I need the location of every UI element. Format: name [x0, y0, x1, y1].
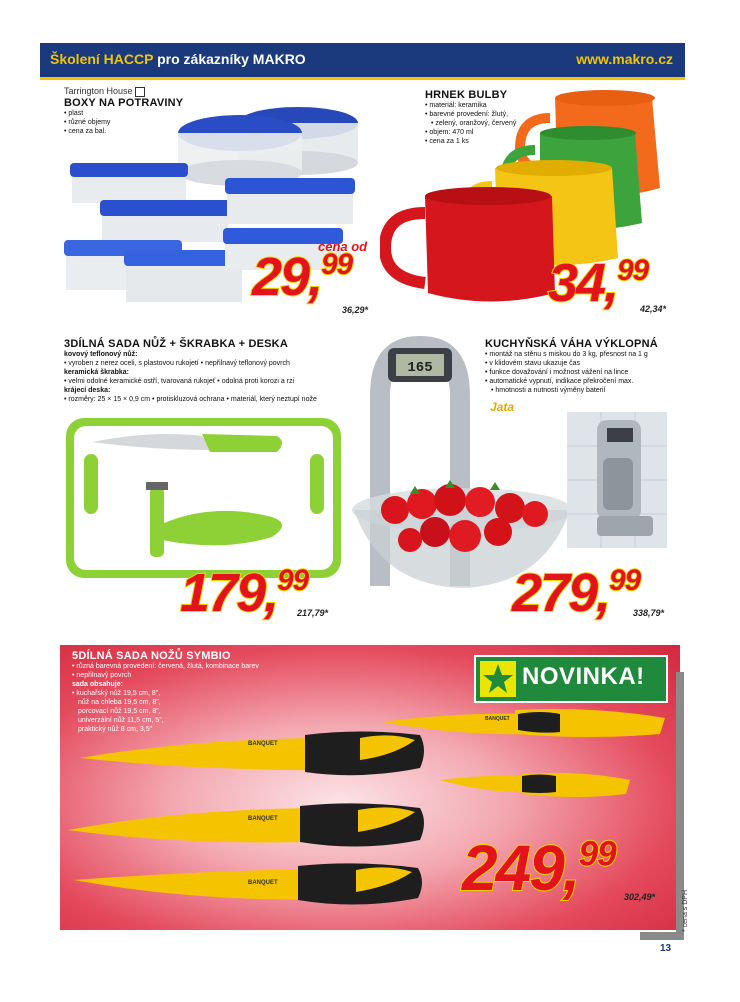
frame-bar-bottom	[640, 932, 684, 940]
jata-logo: Jata	[490, 400, 515, 414]
novinka-label: NOVINKA!	[522, 663, 645, 690]
scale-title: KUCHYŇSKÁ VÁHA VÝKLOPNÁ	[485, 338, 658, 350]
knifeset-price-int: 179,	[180, 563, 278, 623]
symbio-item: nůž na chleba 19,5 cm, 8",	[78, 699, 161, 706]
symbio-item: porcovací nůž 19,5 cm, 8",	[78, 708, 161, 715]
knifeset-info	[64, 338, 354, 404]
novinka-badge	[474, 655, 668, 703]
peeler-heading: keramická škrabka:	[64, 369, 129, 376]
mugs-bullet: • zelený, oranžový, červený	[425, 119, 525, 128]
mugs-price-vat: 42,34*	[640, 304, 667, 314]
brand-name: Tarrington House	[64, 86, 133, 96]
symbio-item: • kuchařský nůž 19,5 cm, 8",	[72, 690, 161, 697]
symbio-bullets	[72, 662, 332, 680]
knifeset-price-dec: 99	[277, 564, 309, 598]
symbio-price	[462, 832, 616, 904]
mugs-bullet: • objem: 470 ml	[425, 128, 525, 137]
scale-bullet: • hmotnosti a nutnosti výměny baterií	[485, 386, 680, 395]
board-text: • rozměry: 25 × 15 × 0,9 cm • protiskluzová ochrana • materiál, který neztupí nože	[64, 396, 317, 403]
scale-wall-mount-image	[567, 412, 667, 548]
board-heading: krájecí deska:	[64, 387, 111, 394]
boxes-bullet: • různé objemy	[64, 118, 244, 127]
knife-brand-label: BANQUET	[485, 716, 510, 722]
knifeset-desc	[64, 350, 354, 404]
scale-price-vat: 338,79*	[633, 608, 665, 618]
header-bar	[40, 43, 685, 77]
boxes-price-dec: 99	[321, 248, 353, 282]
header-underline	[40, 77, 685, 80]
symbio-price-int: 249,	[462, 832, 579, 904]
boxes-bullet: • cena za bal.	[64, 127, 244, 136]
symbio-bullet: • různá barevná provedení: červená, žlutá, kombinace barev	[72, 662, 332, 671]
symbio-bullet: • nepřilnavý povrch	[72, 671, 332, 680]
mugs-price-int: 34,	[548, 253, 618, 313]
boxes-price-vat: 36,29*	[342, 305, 369, 315]
knifeset-price-vat: 217,79*	[297, 608, 329, 618]
header-title-accent: Školení HACCP	[50, 51, 154, 67]
symbio-title: 5DÍLNÁ SADA NOŽŮ SYMBIO	[72, 650, 231, 662]
knife-brand-label: BANQUET	[248, 816, 278, 822]
scale-price-int: 279,	[512, 563, 610, 623]
mugs-price-dec: 99	[617, 254, 649, 288]
scale-bullet: • v klidovém stavu ukazuje čas	[485, 359, 680, 368]
knifeset-price	[180, 563, 309, 623]
scale-bullet: • automatické vypnutí, indikace překročení max.	[485, 377, 680, 386]
price-from-label: cena od	[318, 239, 368, 254]
cutting-board-image	[62, 412, 352, 587]
mugs-bullet: • barevné provedení: žlutý,	[425, 110, 525, 119]
boxes-price	[252, 247, 353, 307]
knife-brand-label: BANQUET	[248, 741, 278, 747]
header-title-rest: pro zákazníky MAKRO	[153, 51, 306, 67]
knife-text: • vyroben z nerez oceli, s plastovou rukojetí • nepřilnavý teflonový povrch	[64, 360, 290, 367]
knifeset-title: 3DÍLNÁ SADA NŮŽ + ŠKRABKA + DESKA	[64, 338, 288, 350]
scale-bullets	[485, 350, 680, 395]
scale-bullet: • montáž na stěnu s miskou do 3 kg, přesnost na 1 g	[485, 350, 680, 359]
mugs-price	[548, 253, 649, 313]
scale-price	[512, 563, 641, 623]
website-link[interactable]: www.makro.cz	[576, 51, 673, 67]
mugs-bullet: • materiál: keramika	[425, 101, 525, 110]
price-note: * cena s DPH	[682, 889, 689, 932]
side-note-wrapper	[682, 862, 692, 932]
scale-info	[485, 338, 680, 395]
symbio-set-label: sada obsahuje:	[72, 681, 123, 688]
symbio-price-dec: 99	[578, 834, 616, 874]
page-number: 13	[660, 943, 672, 954]
knife-heading: kovový teflonový nůž:	[64, 351, 138, 358]
boxes-title: BOXY NA POTRAVINY	[64, 96, 184, 109]
boxes-bullet: • plast	[64, 109, 244, 118]
symbio-price-vat: 302,49*	[624, 892, 656, 902]
header-title	[50, 51, 306, 67]
peeler-text: • velmi odolné keramické ostří, tvarovaná rukojeť • odolná proti korozi a rzi	[64, 378, 295, 385]
scale-price-dec: 99	[609, 564, 641, 598]
star-icon	[480, 661, 516, 697]
symbio-item: univerzální nůž 11,5 cm, 5",	[78, 717, 164, 724]
knife-brand-label: BANQUET	[248, 880, 278, 886]
scale-bullet: • funkce dovažování i možnost vážení na lince	[485, 368, 680, 377]
mugs-bullet: • cena za 1 ks	[425, 137, 525, 146]
symbio-item: praktický nůž 8 cm, 3,5"	[78, 726, 153, 733]
scale-display: 165	[407, 360, 433, 376]
boxes-price-int: 29,	[252, 247, 322, 307]
mugs-title: HRNEK BULBY	[425, 89, 508, 101]
